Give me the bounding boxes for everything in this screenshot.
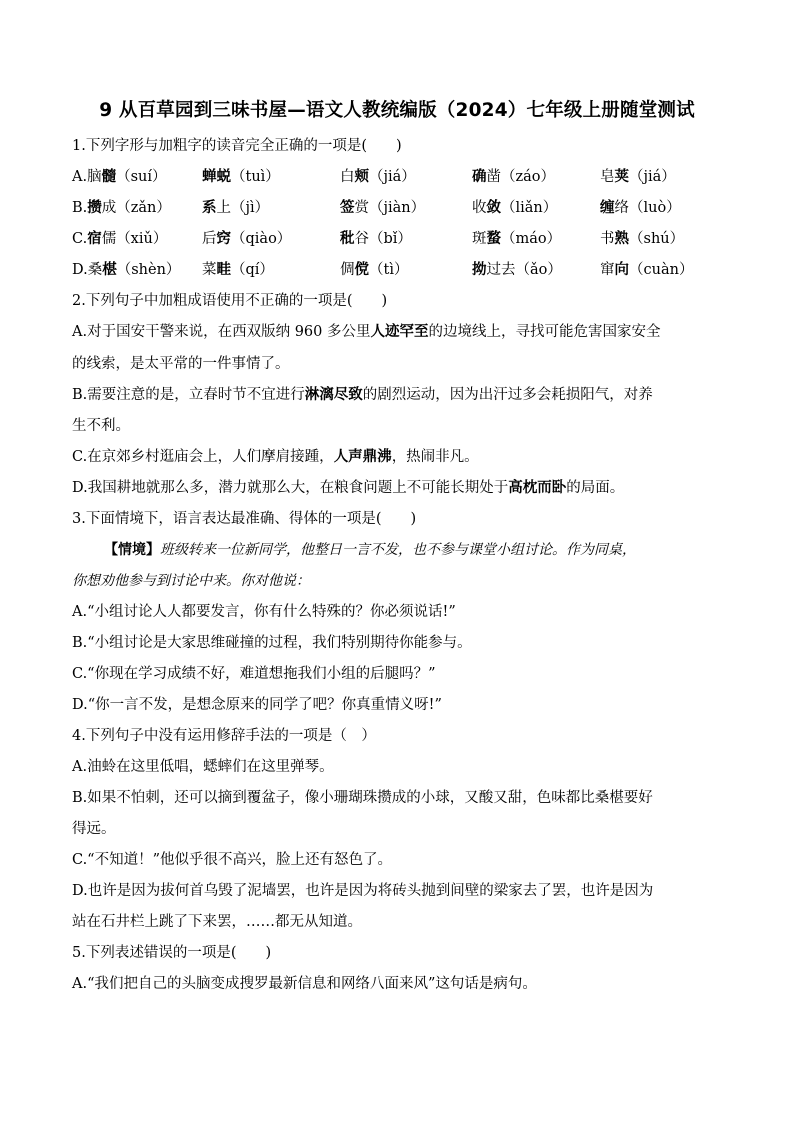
q2-c-idiom: 人声鼎沸: [333, 448, 392, 465]
q1-pinyin: （qiào）: [231, 231, 292, 247]
q1-char: 过去: [486, 262, 516, 278]
q1-word: [472, 198, 557, 218]
q1-char: 窍: [216, 230, 231, 247]
q1-char: 签: [340, 199, 355, 216]
q1-word: [202, 229, 291, 249]
q1-char: 荚: [614, 168, 629, 185]
q1-char: 收: [472, 200, 487, 216]
q1-pinyin: （zǎn）: [116, 200, 171, 216]
q1-word: [202, 260, 274, 280]
q1-option-b: [72, 198, 722, 218]
q1-char: 蝉: [202, 168, 217, 185]
q1-word: [600, 229, 684, 249]
q4-option-b-line2: 得远。: [72, 821, 116, 837]
q4-option-d-line1: D.也许是因为拔何首乌毁了泥墙罢，也许是因为将砖头抛到间壁的梁家去了罢，也许是因为: [72, 883, 654, 899]
q1-char: 秕: [340, 230, 355, 247]
q3-scenario-text: 班级转来一位新同学，他整日一言不发，也不参与课堂小组讨论。作为同桌，: [160, 542, 636, 558]
q1-pinyin: （suí）: [116, 169, 167, 185]
q1-char: 向: [614, 261, 629, 278]
q1-char: 儒: [101, 231, 117, 247]
q1-pinyin: （shú）: [629, 231, 685, 247]
q1-pinyin: （ǎo）: [515, 262, 562, 278]
q1-char: 倜: [340, 262, 355, 278]
q1-option-label: C.: [72, 231, 88, 247]
q1-word: [600, 198, 681, 218]
q1-word: [472, 229, 561, 249]
q2-b-idiom: 淋漓尽致: [304, 386, 363, 403]
q2-option-d: [72, 478, 722, 498]
q1-char: 敛: [486, 199, 501, 216]
q1-char: 确: [472, 168, 487, 185]
q2-c-text-rest: ，热闹非凡。: [391, 449, 479, 465]
q1-pinyin: （shèn）: [116, 262, 181, 278]
q1-char: 宿: [87, 230, 102, 247]
q1-pinyin: （jiàn）: [369, 200, 426, 216]
q4-stem: 4.下列句子中没有运用修辞手法的一项是（ ）: [72, 728, 376, 744]
q2-option-b-line1: [72, 385, 722, 405]
q2-d-text-rest: 的局面。: [566, 480, 625, 496]
q3-scenario-line1: [104, 540, 724, 560]
q1-option-label: A.: [72, 169, 88, 185]
q2-d-text: D.我国耕地就那么多，潜力就那么大，在粮食问题上不可能长期处于: [72, 480, 509, 496]
q1-word: [472, 167, 555, 187]
q1-char: 脑: [87, 169, 102, 185]
q1-word: [472, 260, 562, 280]
q1-char: 髓: [101, 168, 117, 185]
q2-d-idiom: 高枕而卧: [508, 479, 567, 496]
q1-word: [340, 260, 408, 280]
q2-option-a-line2: 的线索，是太平常的一件事情了。: [72, 356, 290, 372]
q3-option-b: B.“小组讨论是大家思维碰撞的过程，我们特别期待你能参与。: [72, 635, 472, 651]
q1-pinyin: （máo）: [501, 231, 562, 247]
q1-char: 斑: [472, 231, 487, 247]
q2-option-a-line1: [72, 322, 722, 342]
q1-char: 书: [600, 231, 615, 247]
q1-word: [600, 260, 693, 280]
q1-char: 白: [340, 169, 355, 185]
q1-char: 赏: [354, 200, 369, 216]
q1-char: 凿: [486, 169, 501, 185]
q1-pinyin: （luò）: [629, 200, 681, 216]
q1-word: [340, 167, 416, 187]
q1-char: 蜕: [216, 168, 231, 185]
q1-pinyin: （jì）: [231, 200, 270, 216]
q2-c-text: C.在京郊乡村逛庙会上，人们摩肩接踵，: [72, 449, 334, 465]
page-title: 9 从百草园到三味书屋—语文人教统编版（2024）七年级上册随堂测试: [99, 100, 695, 121]
q1-pinyin: （jiá）: [629, 169, 676, 185]
q1-option-a: [72, 167, 722, 187]
q2-option-c: [72, 447, 722, 467]
q1-pinyin: （jiá）: [369, 169, 416, 185]
q1-char: 系: [202, 199, 217, 216]
q1-word: [72, 198, 171, 218]
q1-char: 络: [614, 200, 629, 216]
q1-char: 熟: [614, 230, 629, 247]
q1-char: 菜: [202, 262, 217, 278]
q3-option-a: A.“小组讨论人人都要发言，你有什么特殊的？你必须说话!”: [72, 604, 456, 620]
q1-char: 桑: [87, 262, 103, 278]
q1-char: 缠: [600, 199, 615, 216]
q1-pinyin: （liǎn）: [501, 200, 558, 216]
q1-pinyin: （tì）: [369, 262, 409, 278]
q1-char: 后: [202, 231, 217, 247]
q1-char: 成: [101, 200, 117, 216]
q2-a-text-rest: 的边境线上，寻找可能危害国家安全: [428, 324, 661, 340]
q2-a-idiom: 人迹罕至: [370, 323, 429, 340]
q1-word: [340, 198, 425, 218]
q1-char: 蝥: [486, 230, 501, 247]
q3-stem: 3.下面情境下，语言表达最准确、得体的一项是( ): [72, 511, 417, 527]
q1-char: 傥: [354, 261, 369, 278]
q5-option-a: A.“我们把自己的头脑变成搜罗最新信息和网络八面来风”这句话是病句。: [72, 976, 537, 992]
q2-stem: 2.下列句子中加粗成语使用不正确的一项是( ): [72, 293, 388, 309]
q5-stem: 5.下列表述错误的一项是( ): [72, 945, 272, 961]
q1-word: [340, 229, 412, 249]
q4-option-d-line2: 站在石井栏上跳了下来罢，……都无从知道。: [72, 914, 362, 930]
q1-char: 谷: [354, 231, 369, 247]
q4-option-c: C.“不知道！”他似乎很不高兴，脸上还有怒色了。: [72, 852, 393, 868]
q1-pinyin: （xiǔ）: [116, 231, 168, 247]
q1-pinyin: （bǐ）: [369, 231, 412, 247]
q2-option-b-line2: 生不利。: [72, 418, 130, 434]
q1-char: 窜: [600, 262, 615, 278]
q1-word: [600, 167, 676, 187]
q1-char: 拗: [472, 261, 487, 278]
q4-option-a: A.油蛉在这里低唱，蟋蟀们在这里弹琴。: [72, 759, 334, 775]
q1-word: [202, 167, 280, 187]
q2-b-text-rest: 的剧烈运动，因为出汗过多会耗损阳气，对养: [362, 387, 653, 403]
q1-char: 畦: [216, 261, 231, 278]
q1-pinyin: （qí）: [231, 262, 274, 278]
q1-word: [72, 260, 180, 280]
q1-char: 椹: [102, 261, 117, 278]
q3-option-d: D.“你一言不发，是想念原来的同学了吧？你真重情义呀!”: [72, 697, 442, 713]
q2-b-text: B.需要注意的是，立春时节不宜进行: [72, 387, 305, 403]
q3-scenario-line2: 你想劝他参与到讨论中来。你对他说：: [72, 573, 310, 589]
q4-option-b-line1: B.如果不怕刺，还可以摘到覆盆子，像小珊瑚珠攒成的小球，又酸又甜，色味都比桑椹要好: [72, 790, 653, 806]
q1-stem: 1.下列字形与加粗字的读音完全正确的一项是( ): [72, 138, 402, 154]
q1-pinyin: （tuì）: [231, 169, 280, 185]
q3-scenario-tag: 【情境】: [104, 542, 160, 558]
q1-char: 上: [216, 200, 231, 216]
q3-option-c: C.“你现在学习成绩不好，难道想拖我们小组的后腿吗？”: [72, 666, 436, 682]
q1-word: [72, 229, 167, 249]
q2-a-text: A.对于国安干警来说，在西双版纳 960 多公里: [72, 324, 371, 340]
q1-char: 皂: [600, 169, 615, 185]
q1-char: 攒: [87, 199, 102, 216]
q1-option-c: [72, 229, 722, 249]
q1-char: 颊: [354, 168, 369, 185]
q1-word: [72, 167, 167, 187]
q1-pinyin: （cuàn）: [629, 262, 694, 278]
q1-word: [202, 198, 269, 218]
q1-option-d: [72, 260, 722, 280]
q1-option-label: D.: [72, 262, 88, 278]
q1-option-label: B.: [72, 200, 88, 216]
q1-pinyin: （záo）: [501, 169, 556, 185]
